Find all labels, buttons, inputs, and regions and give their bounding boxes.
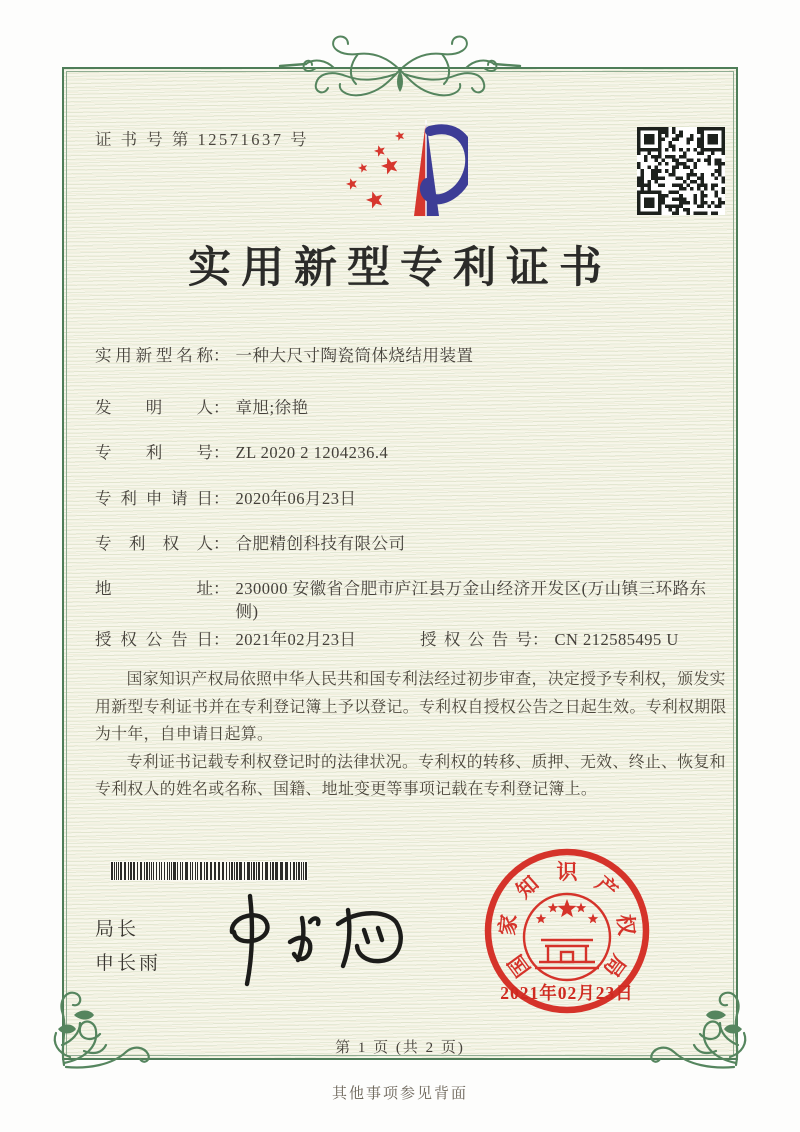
field-row-filing-date <box>95 487 727 510</box>
signer-title: 局长 <box>95 919 140 940</box>
svg-text:识: 识 <box>556 860 578 884</box>
field-label: 专利权人 <box>95 534 213 553</box>
field-colon: ： <box>213 630 230 649</box>
field-colon: ： <box>213 534 230 553</box>
back-note: 其他事项参见背面 <box>331 1086 468 1102</box>
field-row-name <box>95 344 727 367</box>
barcode <box>110 861 308 881</box>
field-value: 合肥精创科技有限公司 <box>235 534 406 553</box>
field-grant-no <box>420 628 679 651</box>
field-colon: ： <box>213 579 230 598</box>
page-number: 第 1 页 (共 2 页) <box>335 1040 465 1056</box>
svg-text:家: 家 <box>495 913 522 937</box>
field-value: 2020年06月23日 <box>235 489 357 508</box>
field-value: 章旭;徐艳 <box>235 398 309 417</box>
certificate-title: 实用新型专利证书 <box>188 245 612 292</box>
field-value: CN 212585495 U <box>554 630 679 649</box>
logo-spike-red <box>414 120 426 216</box>
field-colon: ： <box>213 443 230 462</box>
field-label: 实用新型名称 <box>95 346 213 365</box>
top-flourish-ornament <box>278 28 522 104</box>
qr-code <box>637 127 725 215</box>
field-row-inventor <box>95 396 727 419</box>
field-label: 专利申请日 <box>95 489 213 508</box>
field-colon: ： <box>213 489 230 508</box>
field-label: 授权公告日 <box>95 630 213 649</box>
field-label: 授权公告号 <box>420 630 532 649</box>
svg-text:权: 权 <box>612 913 639 937</box>
field-row-patent-no <box>95 441 727 464</box>
svg-text:产: 产 <box>590 871 623 904</box>
field-row-grant-date <box>95 628 727 651</box>
field-label: 发明人 <box>95 398 213 417</box>
field-label: 专利号 <box>95 443 213 462</box>
field-label: 地址 <box>95 579 213 598</box>
field-colon: ： <box>213 398 230 417</box>
legal-paragraph-2: 专利证书记载专利权登记时的法律状况。专利权的转移、质押、无效、终止、恢复和专利权人的姓名或名称、国籍、地址变更等事项记载在专利登记簿上。 <box>95 753 726 798</box>
svg-text:知: 知 <box>511 871 544 904</box>
svg-text:局: 局 <box>598 950 631 982</box>
legal-text-block <box>95 666 727 804</box>
seal-date: 2021年02月23日 <box>500 983 634 1003</box>
seal-national-emblem <box>524 894 610 980</box>
field-row-address <box>95 577 727 623</box>
cnipa-logo <box>338 118 468 220</box>
certificate-number: 证 书 号 第 12571637 号 <box>95 130 310 149</box>
svg-text:国: 国 <box>503 950 536 982</box>
field-value: 2021年02月23日 <box>235 630 357 649</box>
signer-name: 申长雨 <box>95 953 162 974</box>
field-colon: ： <box>532 630 549 649</box>
field-value: 230000 安徽省合肥市庐江县万金山经济开发区(万山镇三环路东侧) <box>235 579 707 621</box>
field-value: 一种大尺寸陶瓷筒体烧结用装置 <box>235 346 474 365</box>
field-value: ZL 2020 2 1204236.4 <box>235 443 389 462</box>
field-colon: ： <box>213 346 230 365</box>
handwritten-signature <box>210 882 420 990</box>
legal-paragraph-1: 国家知识产权局依照中华人民共和国专利法经过初步审查，决定授予专利权，颁发实用新型专利证书并在专利登记簿上予以登记。专利权自授权公告之日起生效。专利权期限为十年，自申请日起算。 <box>95 671 727 743</box>
field-row-patentee <box>95 532 727 555</box>
bottom-left-flourish <box>50 985 162 1071</box>
logo-stars-icon <box>346 131 404 208</box>
